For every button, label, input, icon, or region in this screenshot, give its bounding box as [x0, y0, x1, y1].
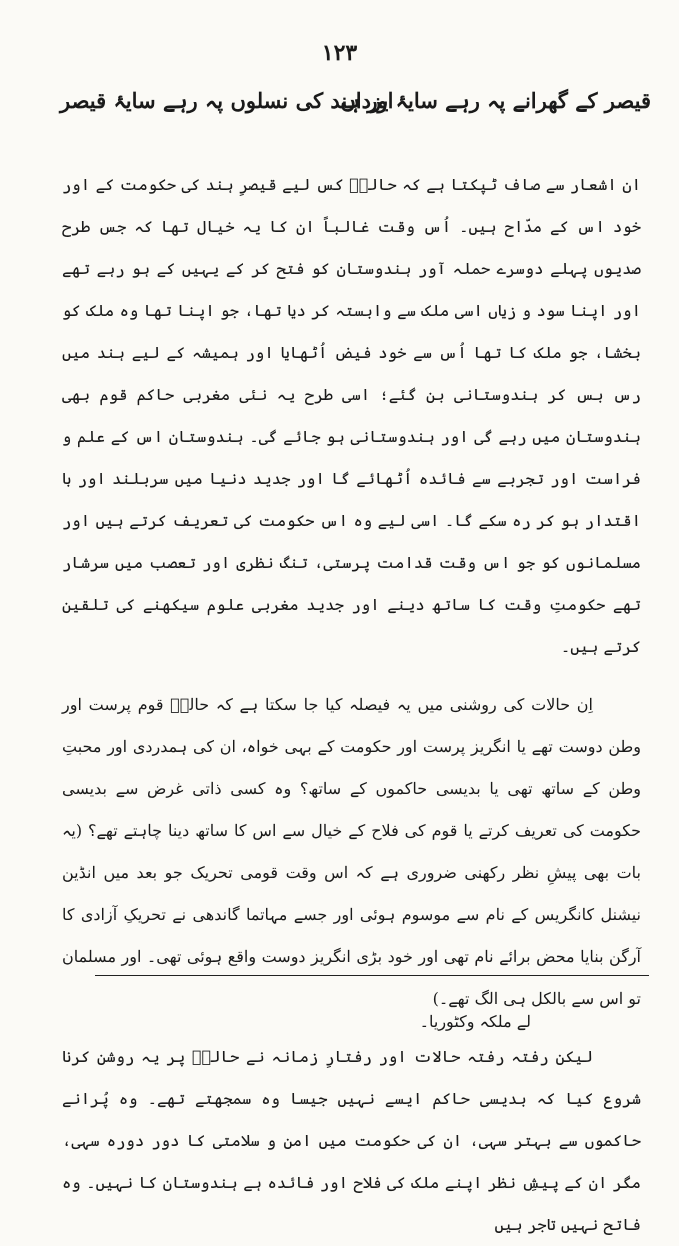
couplet-first-line: قیصر کے گھرانے پہ رہے سایۂ یزداں	[340, 88, 651, 113]
paragraph-3: لیکن رفتہ رفتہ حالات اور رفتارِ زمانہ نے حالیؔ پر یہ روشن کرنا شروع کیا کہ بدیسی حاکم ایسے نہیں جیسا وہ سمجھتے تھے۔ وہ پُرانے حاکموں سے بہتر سہی، ان کی حکومت میں امن و سلامتی کا دور دورہ سہی، مگر ان کے پیشِ نظر اپنے ملک کی فلاح اور فائدہ ہے ہندوستان کا نہیں۔ وہ فاتح نہیں تاجر ہیں	[62, 1047, 641, 1234]
paragraph-1: ان اشعار سے صاف ٹپکتا ہے کہ حالیؔ کس لیے قیصرِ ہند کی حکومت کے اور خود اس کے مدّاح ہیں۔ اُس وقت غالباً ان کا یہ خیال تھا کہ جس طرح صدیوں پہلے دوسرے حملہ آور ہندوستان کو فتح کر کے یہیں کے ہو رہے تھے اور اپنا سود و زیاں اسی ملک سے وابستہ کر دیا تھا، جو اپنا تھا وہ ملک کو بخشا، جو ملک کا تھا اُس سے خود فیض اُٹھایا اور ہمیشہ کے لیے ہند میں رس بس کر ہندوستانی بن گئے؛ اسی طرح یہ نئی مغربی حاکم قوم بھی ہندوستان میں رہے گی اور ہندوستانی ہو جائے گی۔ ہندوستان اس کے علم و فراست اور تجربے سے فائدہ اُٹھائے گا اور جدید دنیا میں سربلند اور با اقتدار ہو کر رہ سکے گا۔ اسی لیے وہ اس حکومت کی تعریف کرتے ہیں اور مسلمانوں کو جو اس وقت قدامت پرستی، تنگ نظری اور تعصب میں سرشار تھے حکومتِ وقت کا ساتھ دینے اور جدید مغربی علوم سیکھنے کی تلقین کرتے ہیں۔	[62, 175, 641, 656]
page-number: ۱۲۳	[321, 40, 358, 66]
footnote-divider	[95, 975, 649, 976]
footnote: لے ملکہ وکٹوریا۔	[419, 1012, 531, 1031]
body-text	[62, 164, 641, 1246]
couplet-second-line: اور ہند کی نسلوں پہ رہے سایۂ قیصر	[60, 88, 394, 113]
paragraph-2: اِن حالات کی روشنی میں یہ فیصلہ کیا جا سکتا ہے کہ حالیؔ قوم پرست اور وطن دوست تھے یا انگریز پرست اور حکومت کے بہی خواہ، ان کی ہمدردی اور محبتِ وطن کے ساتھ تھی یا بدیسی حاکموں کے ساتھ؟ وہ کسی ذاتی غرض سے بدیسی حکومت کی تعریف کرتے یا قوم کی فلاح کے خیال سے اس کا ساتھ دینا چاہتے تھے؟ (یہ بات بھی پیشِ نظر رکھنی ضروری ہے کہ اس وقت قومی تحریک جو بعد میں انڈین نیشنل کانگریس کے نام سے موسوم ہوئی اور جسے مہاتما گاندھی نے تحریکِ آزادی کا آرگن بنایا محض برائے نام تھی اور خود بڑی انگریز دوست واقع ہوئی تھی۔ اور مسلمان تو اس سے بالکل ہی الگ تھے۔)	[62, 695, 641, 1008]
